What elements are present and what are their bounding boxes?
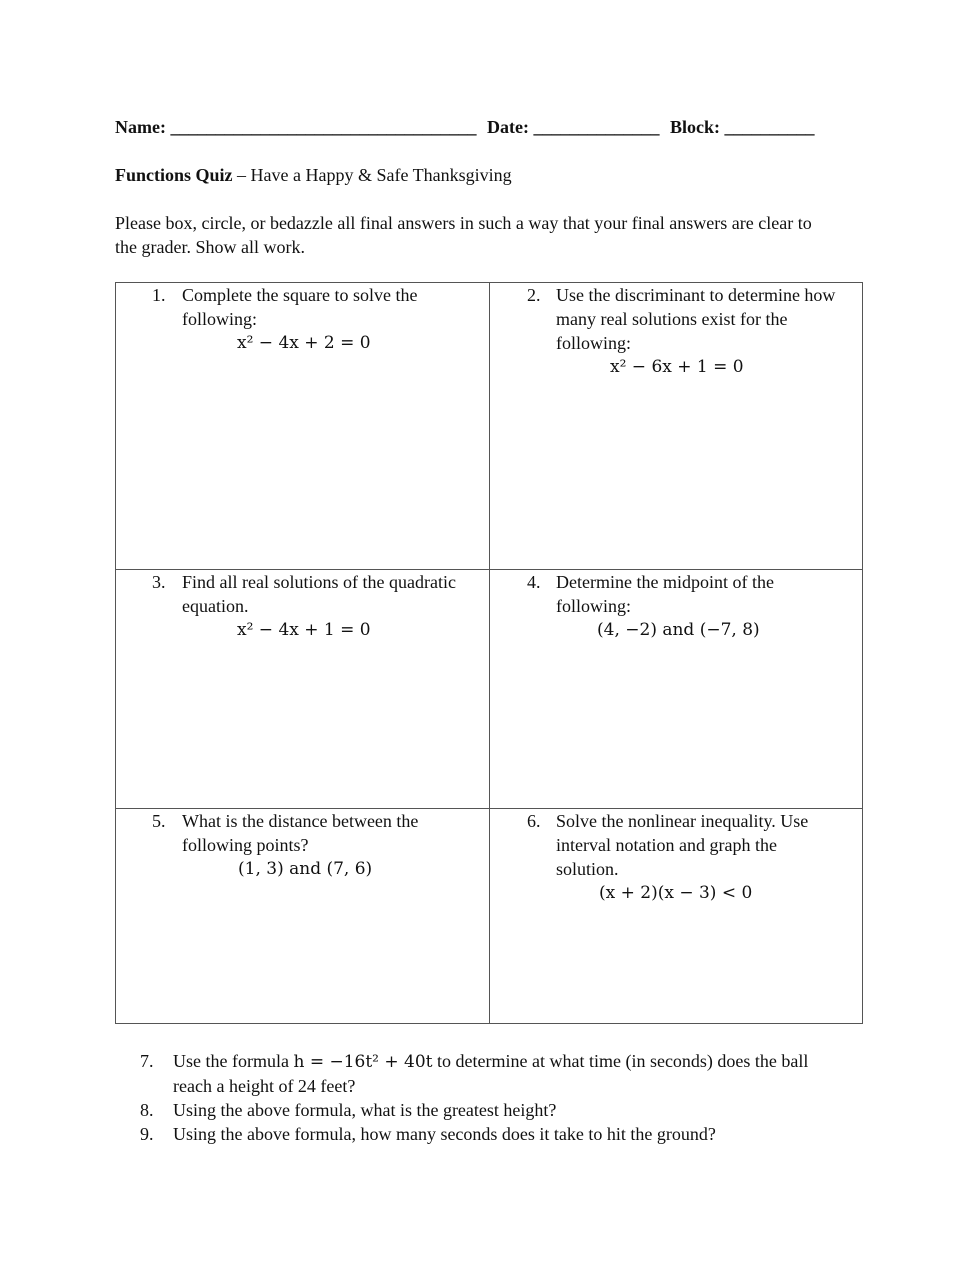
questions-grid (115, 282, 863, 1024)
question-equation: (4, −2) and (−7, 8) (597, 620, 760, 640)
question-number: 5. (152, 811, 166, 831)
question-number: 8. (140, 1100, 154, 1120)
question-text-line: interval notation and graph the (556, 835, 777, 855)
question-number: 7. (140, 1051, 154, 1071)
question-equation: x² − 6x + 1 = 0 (610, 357, 744, 377)
question-cell-4[interactable] (490, 570, 862, 809)
quiz-title-rest: – Have a Happy & Safe Thanksgiving (232, 165, 512, 185)
question-number: 2. (527, 285, 541, 305)
question-text: Using the above formula, how many seconds does it take to hit the ground? (173, 1124, 716, 1144)
question-cell-3[interactable] (116, 570, 490, 809)
question-text-line: Determine the midpoint of the (556, 572, 774, 592)
name-field[interactable]: Name: __________________________________ (115, 117, 477, 137)
question-text: Use the formula (173, 1051, 294, 1071)
word-problem-list (140, 1049, 860, 1146)
date-field[interactable]: Date: ______________ (486, 117, 660, 137)
question-equation: (x + 2)(x − 3) < 0 (599, 883, 753, 903)
question-text-line: Complete the square to solve the (182, 285, 418, 305)
question-cell-2[interactable] (490, 283, 862, 570)
question-text-line: solution. (556, 859, 619, 879)
question-text-line: following: (556, 596, 631, 616)
question-cell-1[interactable] (116, 283, 490, 570)
question-text: to determine at what time (in seconds) does the ball (432, 1051, 809, 1071)
instructions-line-1: Please box, circle, or bedazzle all final answers in such a way that your final answers are clear to (115, 213, 812, 233)
question-number: 3. (152, 572, 166, 592)
question-text: Using the above formula, what is the greatest height? (173, 1100, 557, 1120)
question-cell-5[interactable] (116, 809, 490, 1023)
question-equation: (1, 3) and (7, 6) (238, 859, 373, 879)
block-field[interactable]: Block: __________ (669, 117, 815, 137)
question-text-line: Find all real solutions of the quadratic (182, 572, 456, 592)
list-item (140, 1098, 860, 1122)
list-item (140, 1049, 860, 1098)
question-text-line: Use the discriminant to determine how (556, 285, 836, 305)
question-text-line: following: (182, 309, 257, 329)
question-formula: h = −16t² + 40t (293, 1052, 433, 1072)
question-text-line: reach a height of 24 feet? (173, 1076, 356, 1096)
question-text-line: equation. (182, 596, 249, 616)
list-item (140, 1122, 860, 1146)
question-number: 4. (527, 572, 541, 592)
question-text-line: following points? (182, 835, 309, 855)
quiz-title (115, 163, 875, 187)
question-cell-6[interactable] (490, 809, 862, 1023)
instructions-line-2: the grader. Show all work. (115, 237, 305, 257)
question-equation: x² − 4x + 2 = 0 (237, 333, 371, 353)
student-info-header (115, 115, 875, 139)
question-number: 1. (152, 285, 166, 305)
question-number: 9. (140, 1124, 154, 1144)
instructions (115, 211, 875, 259)
question-text-line: many real solutions exist for the (556, 309, 788, 329)
question-text-line: What is the distance between the (182, 811, 419, 831)
question-number: 6. (527, 811, 541, 831)
quiz-title-bold: Functions Quiz (115, 165, 233, 185)
question-text-line: following: (556, 333, 631, 353)
question-text-line: Solve the nonlinear inequality. Use (556, 811, 809, 831)
question-equation: x² − 4x + 1 = 0 (237, 620, 371, 640)
